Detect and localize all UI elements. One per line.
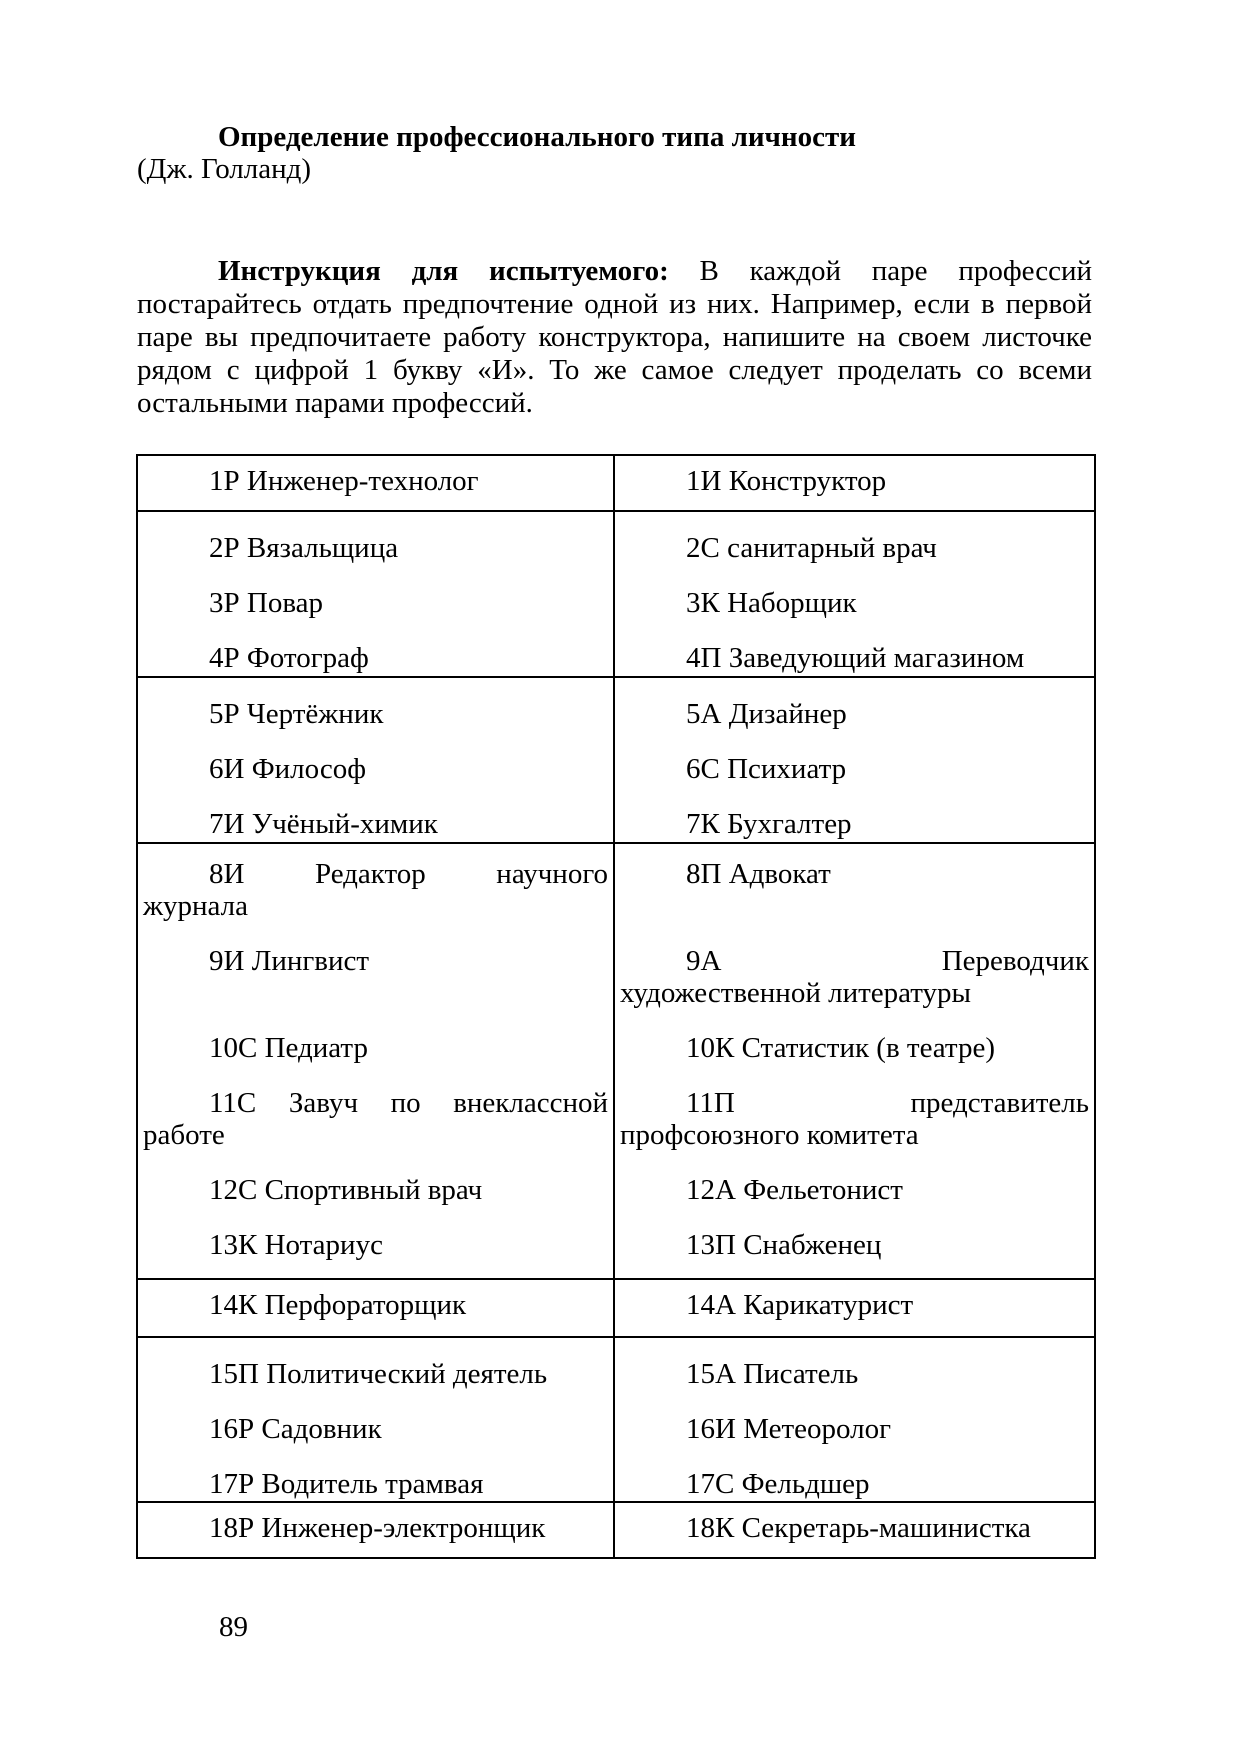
right-cell	[614, 677, 1095, 843]
left-cell	[137, 511, 614, 677]
profession-item	[143, 858, 608, 922]
profession-line: 8П Адвокат	[686, 858, 831, 890]
profession-item	[620, 1413, 1089, 1445]
table-row-group	[137, 511, 1095, 677]
profession-item	[143, 698, 608, 730]
profession-item	[143, 532, 608, 564]
right-cell	[614, 511, 1095, 677]
profession-item	[143, 1229, 608, 1261]
profession-line: 6И Философ	[209, 753, 366, 785]
instruction-paragraph	[137, 255, 1092, 420]
profession-line: 4Р Фотограф	[209, 642, 369, 674]
instruction-line: паре вы предпочитаете работу конструктора, напишите на своем листочке	[137, 321, 1092, 353]
profession-item	[620, 1468, 1089, 1500]
profession-item	[620, 753, 1089, 785]
profession-line: 4П Заведующий магазином	[686, 642, 1025, 674]
profession-item	[620, 858, 1089, 922]
profession-item	[620, 532, 1089, 564]
profession-line: 13П Снабженец	[686, 1229, 882, 1261]
profession-item	[620, 1229, 1089, 1261]
instruction-line: постарайтесь отдать предпочтение одной из них. Например, если в первой	[137, 288, 1092, 320]
profession-line: художественной литературы	[620, 977, 972, 1009]
right-cell	[614, 455, 1095, 511]
page-subtitle: (Дж. Голланд)	[137, 153, 312, 185]
left-cell	[137, 1337, 614, 1502]
profession-item	[143, 1289, 608, 1321]
table-row-group	[137, 843, 1095, 1279]
right-cell	[614, 1502, 1095, 1558]
profession-item	[620, 642, 1089, 674]
profession-line: 3К Наборщик	[686, 587, 857, 619]
instruction-bold-lead: Инструкция для испытуемого:	[218, 255, 669, 287]
profession-line: 18Р Инженер-электронщик	[209, 1512, 546, 1544]
title-block	[137, 121, 1092, 185]
profession-item	[143, 753, 608, 785]
right-cell	[614, 1337, 1095, 1502]
profession-item	[143, 1413, 608, 1445]
professions-table-body	[137, 455, 1095, 1558]
profession-line: 11С Завуч по внеклассной	[209, 1087, 608, 1119]
profession-item	[620, 1174, 1089, 1206]
profession-line: 8И Редактор научного	[209, 858, 608, 890]
professions-table	[136, 454, 1096, 1559]
profession-item	[620, 808, 1089, 840]
profession-line: 7И Учёный-химик	[209, 808, 438, 840]
profession-line: 1И Конструктор	[686, 465, 887, 497]
left-cell	[137, 455, 614, 511]
profession-item	[143, 1358, 608, 1390]
profession-line: 15А Писатель	[686, 1358, 859, 1390]
instruction-line: остальными парами профессий.	[137, 387, 533, 419]
profession-line: журнала	[143, 890, 249, 922]
profession-line: 14А Карикатурист	[686, 1289, 914, 1321]
profession-line: 11П представитель	[686, 1087, 1089, 1119]
profession-line: 9А Переводчик	[686, 945, 1089, 977]
table-row-group	[137, 455, 1095, 511]
profession-line: 2Р Вязальщица	[209, 532, 399, 564]
profession-item	[620, 1087, 1089, 1151]
profession-item	[143, 587, 608, 619]
profession-line: 10С Педиатр	[209, 1032, 368, 1064]
profession-line: 16Р Садовник	[209, 1413, 382, 1445]
table-row-group	[137, 677, 1095, 843]
instruction-line: Инструкция для испытуемого: В каждой паре профессий	[218, 255, 1092, 287]
profession-item	[143, 642, 608, 674]
profession-item	[143, 465, 608, 497]
profession-item	[620, 1358, 1089, 1390]
profession-line: 13К Нотариус	[209, 1229, 383, 1261]
profession-line: 6С Психиатр	[686, 753, 847, 785]
profession-line: профсоюзного комитета	[620, 1119, 919, 1151]
page-title: Определение профессионального типа личности	[218, 121, 856, 153]
profession-item	[620, 698, 1089, 730]
right-cell	[614, 843, 1095, 1279]
profession-line: 2С санитарный врач	[686, 532, 937, 564]
profession-item	[620, 1032, 1089, 1064]
profession-item	[620, 945, 1089, 1009]
profession-line: 17Р Водитель трамвая	[209, 1468, 484, 1500]
profession-line: 10К Статистик (в театре)	[686, 1032, 995, 1064]
profession-line: 9И Лингвист	[209, 945, 370, 977]
page-number: 89	[219, 1611, 248, 1643]
left-cell	[137, 1279, 614, 1337]
profession-item	[143, 1032, 608, 1064]
profession-item	[143, 1512, 608, 1544]
left-cell	[137, 1502, 614, 1558]
profession-line: 12А Фельетонист	[686, 1174, 903, 1206]
profession-item	[620, 1512, 1089, 1544]
table-row-group	[137, 1502, 1095, 1558]
profession-line: 12С Спортивный врач	[209, 1174, 483, 1206]
profession-line: 7К Бухгалтер	[686, 808, 852, 840]
profession-line: 5А Дизайнер	[686, 698, 847, 730]
left-cell	[137, 677, 614, 843]
profession-line: 17С Фельдшер	[686, 1468, 870, 1500]
profession-item	[620, 1289, 1089, 1321]
right-cell	[614, 1279, 1095, 1337]
table-row-group	[137, 1279, 1095, 1337]
profession-item	[143, 1468, 608, 1500]
profession-item	[143, 808, 608, 840]
profession-line: 16И Метеоролог	[686, 1413, 891, 1445]
profession-item	[143, 1174, 608, 1206]
left-cell	[137, 843, 614, 1279]
profession-item	[620, 587, 1089, 619]
profession-item	[620, 465, 1089, 497]
profession-line: работе	[143, 1119, 225, 1151]
instruction-line: рядом с цифрой 1 букву «И». То же самое следует проделать со всеми	[137, 354, 1092, 386]
profession-line: 1Р Инженер-технолог	[209, 465, 479, 497]
profession-item	[143, 945, 608, 1009]
profession-item	[143, 1087, 608, 1151]
profession-line: 18К Секретарь-машинистка	[686, 1512, 1031, 1544]
profession-line: 15П Политический деятель	[209, 1358, 548, 1390]
table-row-group	[137, 1337, 1095, 1502]
profession-line: 5Р Чертёжник	[209, 698, 384, 730]
profession-line: 14К Перфораторщик	[209, 1289, 467, 1321]
profession-line: 3Р Повар	[209, 587, 324, 619]
